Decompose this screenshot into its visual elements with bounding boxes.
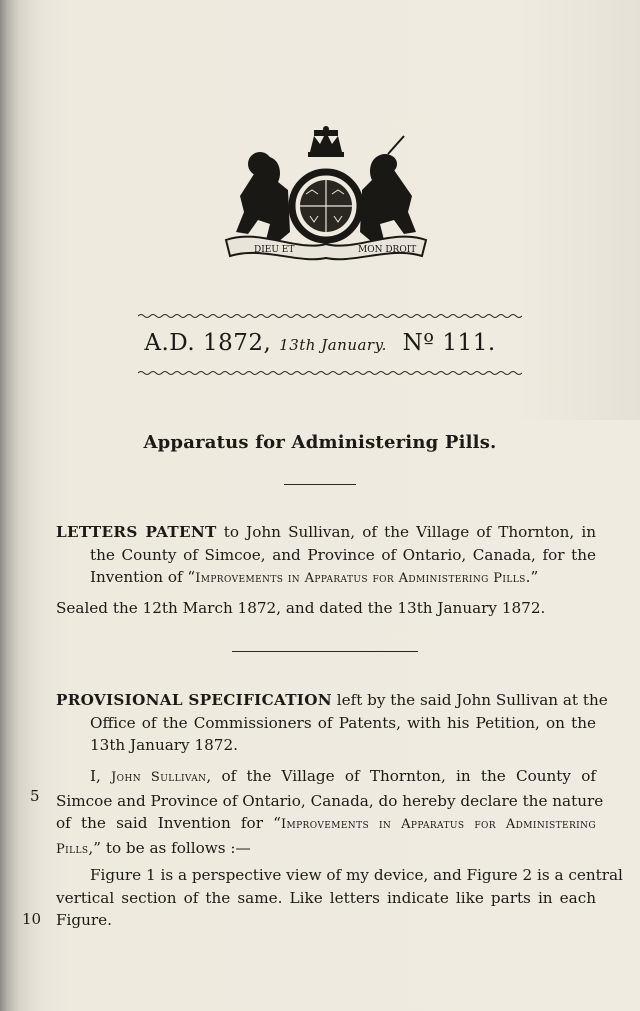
text-run: Invention of “	[90, 568, 196, 587]
inventor-name: John Sullivan	[111, 770, 207, 785]
text-line: Office of the Commissioners of Patents, with his Petition, on the	[90, 713, 596, 732]
text-line	[56, 765, 596, 790]
provisional-paragraph	[56, 689, 608, 757]
invention-name: Pills	[56, 841, 89, 857]
date-line	[0, 330, 640, 356]
text-line	[56, 566, 596, 591]
invention-name: Improvements in Apparatus for Administering Pills	[195, 571, 526, 587]
text-line: Figure 1 is a perspective view of my device, and Figure 2 is a central	[90, 866, 623, 884]
margin-line-number: 5	[30, 787, 40, 805]
text-line: Simcoe and Province of Ontario, Canada, do hereby declare the nature	[56, 791, 604, 810]
figures-paragraph	[56, 864, 623, 932]
divider-short	[284, 484, 356, 485]
margin-line-number: 10	[22, 910, 42, 928]
text-line	[56, 689, 608, 712]
text-line: Sealed the 12th March 1872, and dated the 13th January 1872.	[56, 599, 546, 617]
text-line	[56, 521, 596, 544]
declaration-paragraph	[56, 765, 604, 861]
royal-coat-of-arms	[218, 124, 434, 264]
text-line	[56, 812, 596, 837]
text-line: Figure.	[56, 911, 112, 930]
text-run: ,” to be as follows :—	[88, 838, 251, 857]
invention-name: Improvements in Apparatus for Administering	[280, 817, 596, 833]
text-run: of the said Invention for “	[56, 814, 281, 833]
letters-patent-paragraph	[56, 521, 596, 591]
wavy-rule-top	[138, 313, 522, 319]
motto-right: MON DROIT	[358, 245, 417, 255]
unicorn-supporter-icon	[360, 136, 416, 242]
text-run: left by the said John Sullivan at the	[336, 691, 608, 709]
lion-supporter-icon	[236, 152, 290, 242]
patent-number: Nº 111.	[402, 330, 496, 356]
motto-left: DIEU ET	[254, 245, 295, 255]
letters-patent-heading: LETTERS PATENT	[56, 523, 217, 541]
provisional-heading: PROVISIONAL SPECIFICATION	[56, 691, 332, 709]
text-run: to John Sullivan, of the Village of Thornton, in	[223, 523, 597, 541]
sealed-paragraph	[56, 597, 596, 620]
date: 13th January.	[279, 336, 387, 354]
text-line: 13th January 1872.	[90, 736, 238, 755]
wavy-rule-bottom	[138, 370, 522, 376]
text-run: , of the Village of Thornton, in the County of	[206, 767, 596, 785]
crown-icon	[308, 126, 344, 157]
year: A.D. 1872,	[144, 330, 272, 356]
patent-title: Apparatus for Administering Pills.	[143, 432, 497, 453]
text-run: .”	[525, 568, 539, 587]
page-bleed-through	[520, 0, 640, 420]
divider-long	[232, 651, 418, 652]
text-run: I,	[90, 767, 101, 785]
text-line: vertical section of the same. Like letters indicate like parts in each	[56, 888, 596, 907]
text-line	[56, 837, 596, 862]
text-line: the County of Simcoe, and Province of Ontario, Canada, for the	[90, 545, 596, 564]
